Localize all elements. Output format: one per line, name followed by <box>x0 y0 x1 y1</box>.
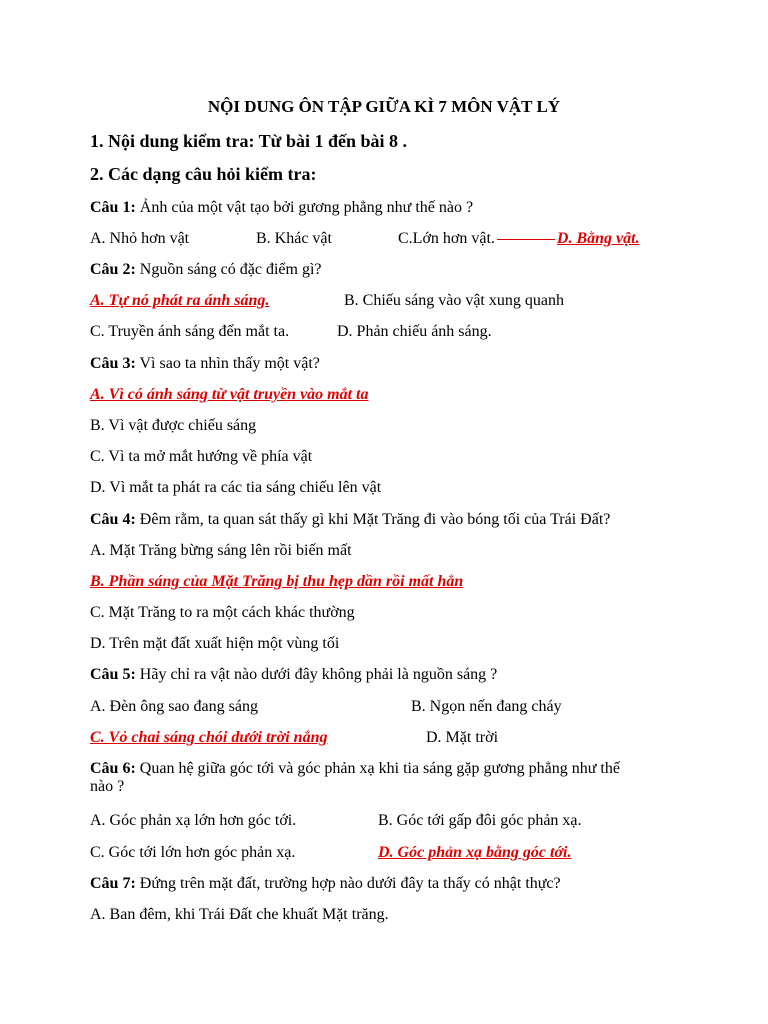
question-6 <box>90 759 620 779</box>
q6-option-b: B. Góc tới gấp đôi góc phản xạ. <box>378 812 582 829</box>
question-4-text: Đêm rằm, ta quan sát thấy gì khi Mặt Trăng đi vào bóng tối của Trái Đất? <box>135 511 611 528</box>
question-6-label: Câu 6: <box>90 760 136 777</box>
q1-option-c-text: C.Lớn hơn vật. <box>398 230 495 247</box>
question-3-label: Câu 3: <box>90 355 136 372</box>
q6-option-a: A. Góc phản xạ lớn hơn góc tới. <box>90 812 297 829</box>
question-7-label: Câu 7: <box>90 875 136 892</box>
question-7-text: Đứng trên mặt đất, trường hợp nào dưới đây ta thấy có nhật thực? <box>135 875 561 892</box>
q5-option-b: B. Ngọn nến đang cháy <box>411 698 562 715</box>
question-3 <box>90 354 320 374</box>
question-7 <box>90 874 561 894</box>
q6-option-d-correct: D. Góc phản xạ bằng góc tới. <box>378 844 572 861</box>
document-title: NỘI DUNG ÔN TẬP GIỮA KÌ 7 MÔN VẬT LÝ <box>207 97 561 116</box>
q4-option-c: C. Mặt Trăng to ra một cách khác thường <box>90 604 355 621</box>
q3-option-d: D. Vì mắt ta phát ra các tia sáng chiếu lên vật <box>90 479 382 496</box>
q1-option-b: B. Khác vật <box>256 230 332 247</box>
section-1-heading: 1. Nội dung kiểm tra: Từ bài 1 đến bài 8 . <box>90 131 408 151</box>
question-2 <box>90 260 322 280</box>
section-2-heading: 2. Các dạng câu hỏi kiểm tra: <box>90 164 317 184</box>
question-4-label: Câu 4: <box>90 511 136 528</box>
q3-option-c: C. Vì ta mở mắt hướng về phía vật <box>90 448 313 465</box>
q2-option-b: B. Chiếu sáng vào vật xung quanh <box>344 292 564 309</box>
question-5-label: Câu 5: <box>90 666 136 683</box>
q6-option-c: C. Góc tới lớn hơn góc phản xạ. <box>90 844 296 861</box>
answer-underline-filler <box>497 239 555 240</box>
question-1 <box>90 198 473 218</box>
q3-option-b: B. Vì vật được chiếu sáng <box>90 417 257 434</box>
q4-option-d: D. Trên mặt đất xuất hiện một vùng tối <box>90 635 340 652</box>
question-6-text-continued: nào ? <box>90 778 125 795</box>
q4-option-a: A. Mặt Trăng bừng sáng lên rồi biến mất <box>90 542 352 559</box>
question-2-text: Nguồn sáng có đặc điểm gì? <box>135 261 322 278</box>
question-5-text: Hãy chỉ ra vật nào dưới đây không phải là nguồn sáng ? <box>135 666 498 683</box>
q1-option-d-correct: D. Bằng vật. <box>556 230 640 247</box>
q7-option-a: A. Ban đêm, khi Trái Đất che khuất Mặt trăng. <box>90 906 389 923</box>
q2-option-d: D. Phản chiếu ánh sáng. <box>337 323 492 340</box>
question-6-text: Quan hệ giữa góc tới và góc phản xạ khi tia sáng gặp gương phẳng như thế <box>135 760 620 777</box>
q5-option-d: D. Mặt trời <box>426 729 499 746</box>
q5-option-c-correct: C. Vỏ chai sáng chói dưới trời nắng <box>90 729 328 746</box>
question-1-text: Ảnh của một vật tạo bởi gương phẳng như thế nào ? <box>135 199 474 216</box>
question-2-label: Câu 2: <box>90 261 136 278</box>
q2-option-c: C. Truyền ánh sáng đến mắt ta. <box>90 323 290 340</box>
question-1-label: Câu 1: <box>90 199 136 216</box>
question-5 <box>90 665 497 685</box>
q1-option-c <box>398 229 640 249</box>
q2-option-a-correct: A. Tự nó phát ra ánh sáng. <box>90 292 270 309</box>
q4-option-b-correct: B. Phần sáng của Mặt Trăng bị thu hẹp dần rồi mất hẳn <box>90 573 464 590</box>
q3-option-a-correct: A. Vì có ánh sáng từ vật truyền vào mắt ta <box>90 386 369 403</box>
question-3-text: Vì sao ta nhìn thấy một vật? <box>135 355 320 372</box>
question-4 <box>90 510 610 530</box>
q5-option-a: A. Đèn ông sao đang sáng <box>90 698 258 715</box>
q1-option-a: A. Nhỏ hơn vật <box>90 230 190 247</box>
